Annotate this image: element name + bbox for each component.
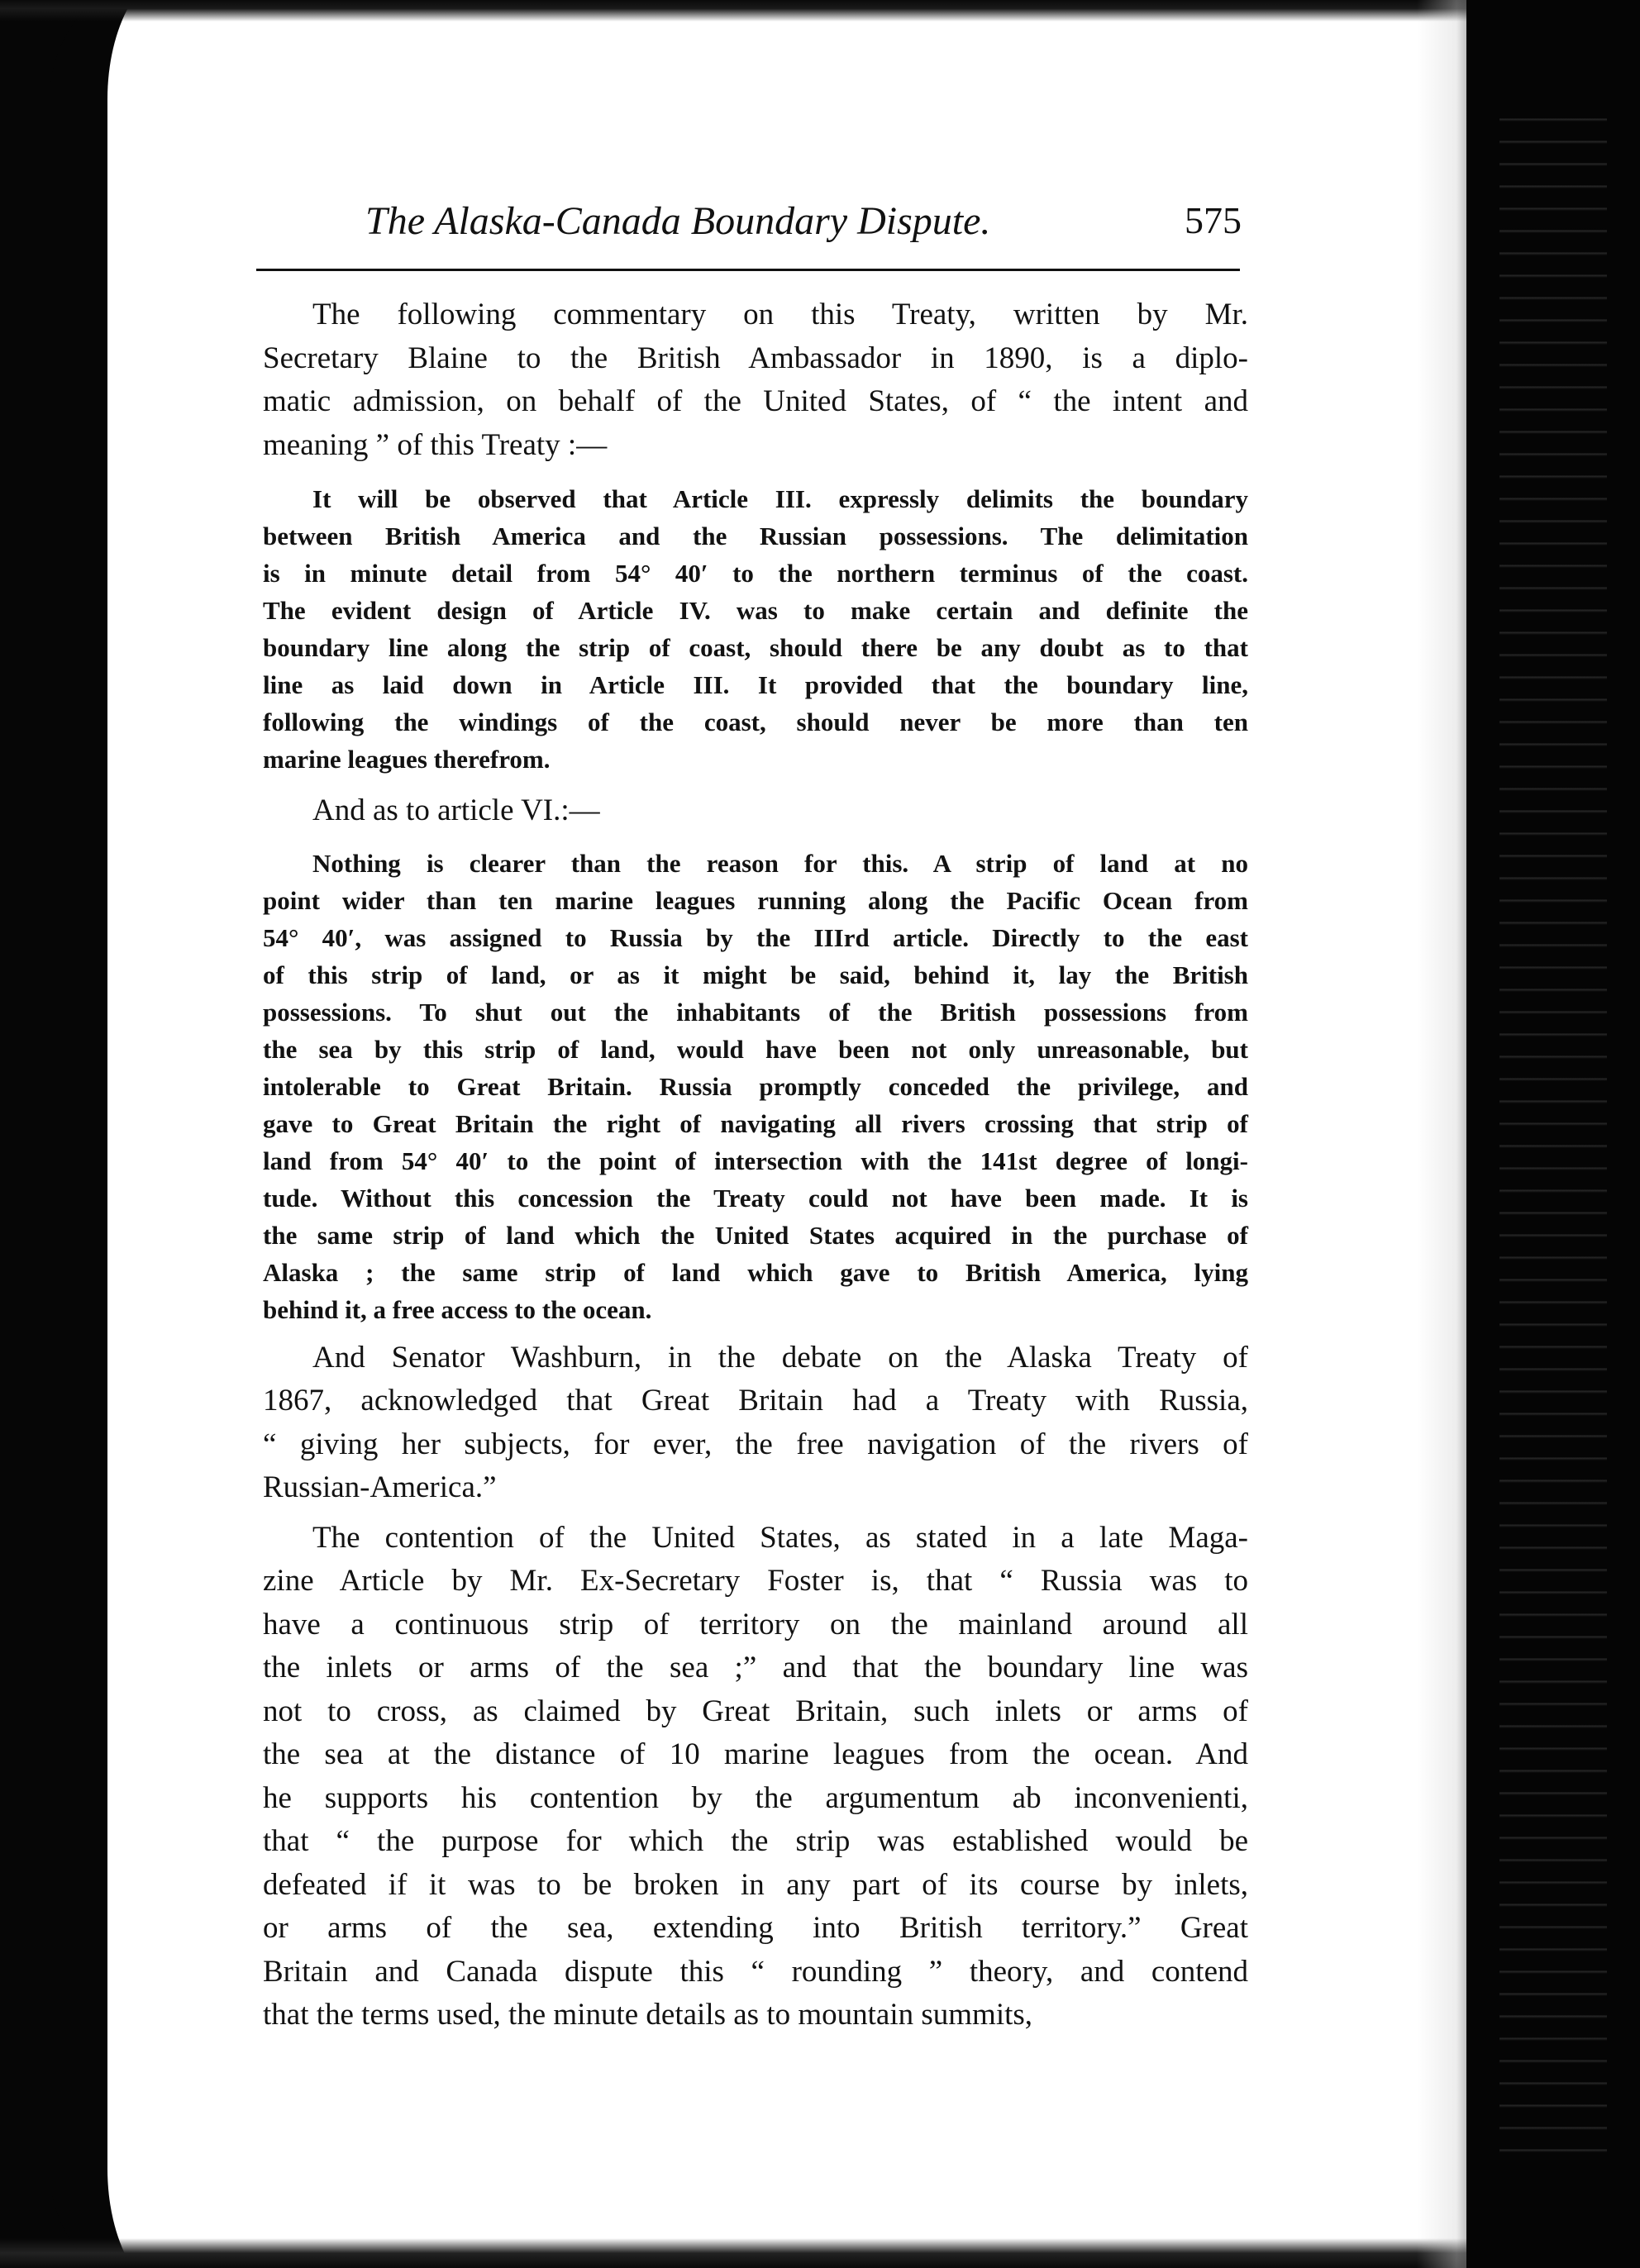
text-line: matic admission, on behalf of the United States, of “ the intent and	[263, 384, 1248, 418]
text-line: behind it, a free access to the ocean.	[263, 1294, 652, 1324]
text-line: 1867, acknowledged that Great Britain had a Treaty with Russia,	[263, 1384, 1248, 1418]
block-quote	[263, 845, 1248, 1328]
text-line: land from 54° 40′ to the point of intersection with the 141st degree of longi-	[263, 1146, 1248, 1175]
text-line: or arms of the sea, extending into British territory.” Great	[263, 1911, 1248, 1945]
text-line: And Senator Washburn, in the debate on the Alaska Treaty of	[312, 1340, 1248, 1375]
page-curve-shadow	[50, 0, 215, 2268]
scan-edge-bottom	[0, 2238, 1640, 2268]
text-line: the inlets or arms of the sea ;” and that the boundary line was	[263, 1651, 1248, 1684]
text-line: the same strip of land which the United States acquired in the purchase of	[263, 1220, 1248, 1250]
text-line: is in minute detail from 54° 40′ to the northern terminus of the coast.	[263, 559, 1248, 588]
text-line: Secretary Blaine to the British Ambassador in 1890, is a diplo-	[263, 341, 1248, 375]
text-line: have a continuous strip of territory on the mainland around all	[263, 1607, 1248, 1641]
text-line: defeated if it was to be broken in any part of its course by inlets,	[263, 1867, 1248, 1902]
text-line: not to cross, as claimed by Great Britain, such inlets or arms of	[263, 1694, 1248, 1728]
paragraph	[263, 1336, 1248, 1510]
text-line: he supports his contention by the argumentum ab inconvenienti,	[263, 1780, 1248, 1815]
text-line: The evident design of Article IV. was to make certain and definite the	[263, 596, 1248, 625]
block-quote	[263, 480, 1248, 778]
text-line: Nothing is clearer than the reason for this. A strip of land at no	[312, 848, 1248, 878]
text-line: “ giving her subjects, for ever, the free navigation of the rivers of	[263, 1427, 1248, 1461]
running-head	[266, 198, 1242, 256]
text-line: gave to Great Britain the right of navigating all rivers crossing that strip of	[263, 1108, 1248, 1138]
text-line: Britain and Canada dispute this “ rounding ” theory, and contend	[263, 1954, 1248, 1989]
text-line: Alaska ; the same strip of land which gave to British America, lying	[263, 1257, 1248, 1287]
text-line: possessions. To shut out the inhabitants of the British possessions from	[263, 997, 1248, 1027]
text-line: the sea by this strip of land, would have been not only unreasonable, but	[263, 1034, 1248, 1064]
text-line: of this strip of land, or as it might be said, behind it, lay the British	[263, 960, 1248, 989]
text-line: It will be observed that Article III. expressly delimits the boundary	[312, 484, 1248, 513]
text-line: line as laid down in Article III. It provided that the boundary line,	[263, 670, 1248, 699]
text-line: zine Article by Mr. Ex-Secretary Foster is, that “ Russia was to	[263, 1564, 1248, 1598]
text-line: meaning ” of this Treaty :—	[263, 427, 608, 462]
text-line: The following commentary on this Treaty, written by Mr.	[312, 298, 1248, 331]
text-line: Russian-America.”	[263, 1470, 497, 1504]
paragraph	[263, 293, 1248, 467]
text-line: that the terms used, the minute details as to mountain summits,	[263, 1998, 1033, 2032]
paragraph	[263, 789, 1248, 833]
text-line: tude. Without this concession the Treaty could not have been made. It is	[263, 1183, 1248, 1213]
text-line: The contention of the United States, as stated in a late Maga-	[312, 1520, 1248, 1555]
text-line: marine leagues therefrom.	[263, 745, 551, 774]
scan-edge-top	[0, 0, 1640, 21]
text-line: intolerable to Great Britain. Russia promptly conceded the privilege, and	[263, 1071, 1248, 1101]
header-rule	[256, 269, 1240, 271]
running-title: The Alaska-Canada Boundary Dispute.	[365, 199, 991, 243]
text-line: point wider than ten marine leagues running along the Pacific Ocean from	[263, 885, 1248, 915]
text-line: the sea at the distance of 10 marine leagues from the ocean. And	[263, 1737, 1248, 1771]
text-line: 54° 40′, was assigned to Russia by the IIIrd article. Directly to the east	[263, 922, 1248, 952]
text-line: boundary line along the strip of coast, should there be any doubt as to that	[263, 633, 1248, 662]
text-line: following the windings of the coast, should never be more than ten	[263, 708, 1248, 736]
text-line: between British America and the Russian possessions. The delimitation	[263, 522, 1248, 550]
body-text	[263, 293, 1248, 2037]
text-line: And as to article VI.:—	[312, 793, 600, 827]
page-number: 575	[1185, 199, 1242, 241]
text-line: that “ the purpose for which the strip was established would be	[263, 1824, 1248, 1858]
paragraph	[263, 1517, 1248, 2037]
binding-speckle	[1499, 99, 1607, 2166]
